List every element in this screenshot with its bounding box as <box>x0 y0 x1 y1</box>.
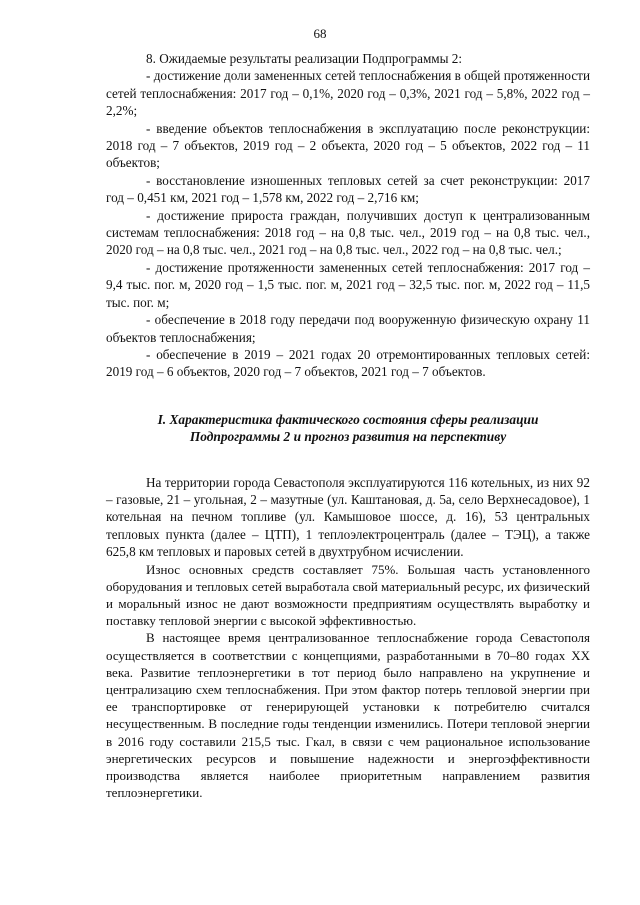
section-1-heading-line-1: I. Характеристика фактического состояния сферы реализации <box>157 411 539 427</box>
body-paragraph-1: На территории города Севастополя эксплуатируются 116 котельных, из них 92 – газовые, 21 – угольная, 2 – мазутные (ул. Каштановая, д. 5а, село Верхнесадовое), 1 котельная на печном топливе (ул. Камышовое шоссе, д. 16), 53 центральных тепловых пункта (далее – ЦТП), 1 теплоэлектроцентраль (далее – ТЭЦ), а также 625,8 км тепловых и паровых сетей в двухтрубном исчислении. <box>106 474 590 560</box>
result-item-3: - восстановление изношенных тепловых сетей за счет реконструкции: 2017 год – 0,451 км, 2021 год – 1,578 км, 2022 год – 2,716 км; <box>106 172 590 206</box>
body-paragraph-3: В настоящее время централизованное теплоснабжение города Севастополя осуществляется в соответствии с концепциями, разработанными в 70–80 годах XX века. Развитие теплоэнергетики в тот период было направлено на укрупнение и централизацию схем теплоснабжения. При этом фактор потерь тепловой энергии при ее транспортировке от генерирующей установки к потребителю считался несущественным. В последние годы тенденции изменились. Потери тепловой энергии в 2016 году составили 215,5 тыс. Гкал, в связи с чем рациональное использование энергетических ресурсов и повышение надежности и энергоэффективности производства является наиболее приоритетным направлением развития теплоэнергетики. <box>106 630 590 801</box>
page-number: 68 <box>313 26 327 41</box>
result-item-5: - достижение протяженности замененных сетей теплоснабжения: 2017 год – 9,4 тыс. пог. м, 2020 год – 1,5 тыс. пог. м, 2021 год – 32,5 тыс. пог. м, 2022 год – 11,5 тыс. пог. м; <box>106 259 590 310</box>
document-body <box>106 50 590 801</box>
result-item-6: - обеспечение в 2018 году передачи под вооруженную физическую охрану 11 объектов теплоснабжения; <box>106 312 590 345</box>
body-paragraph-2: Износ основных средств составляет 75%. Большая часть установленного оборудования и тепловых сетей выработала свой материальный ресурс, их физический и моральный износ не дают возможности предприятиям осуществлять выработку и поставку тепловой энергии с высокой эффективностью. <box>106 561 590 629</box>
result-item-4: - достижение прироста граждан, получивших доступ к централизованным системам теплоснабжения: 2018 год – на 0,8 тыс. чел., 2019 год – на 0,8 тыс. чел., 2020 год – на 0,8 тыс. чел., 2021 год – на 0,8 тыс. чел., 2022 год – на 0,8 тыс. чел.; <box>106 207 590 258</box>
result-item-7: - обеспечение в 2019 – 2021 годах 20 отремонтированных тепловых сетей: 2019 год – 6 объектов, 2020 год – 7 объектов, 2021 год – 7 объектов. <box>106 346 590 380</box>
section-1-heading <box>106 411 590 446</box>
section-1-heading-line-2: Подпрограммы 2 и прогноз развития на перспективу <box>189 429 507 445</box>
section-8-heading: 8. Ожидаемые результаты реализации Подпрограммы 2: <box>146 51 463 66</box>
result-item-1: - достижение доли замененных сетей теплоснабжения в общей протяженности сетей теплоснабжения: 2017 год – 0,1%, 2020 год – 0,3%, 2021 год – 5,8%, 2022 год – 2,2%; <box>106 68 590 119</box>
result-item-2: - введение объектов теплоснабжения в эксплуатацию после реконструкции: 2018 год – 7 объектов, 2019 год – 2 объекта, 2020 год – 5 объектов, 2022 год – 11 объектов; <box>106 120 590 171</box>
